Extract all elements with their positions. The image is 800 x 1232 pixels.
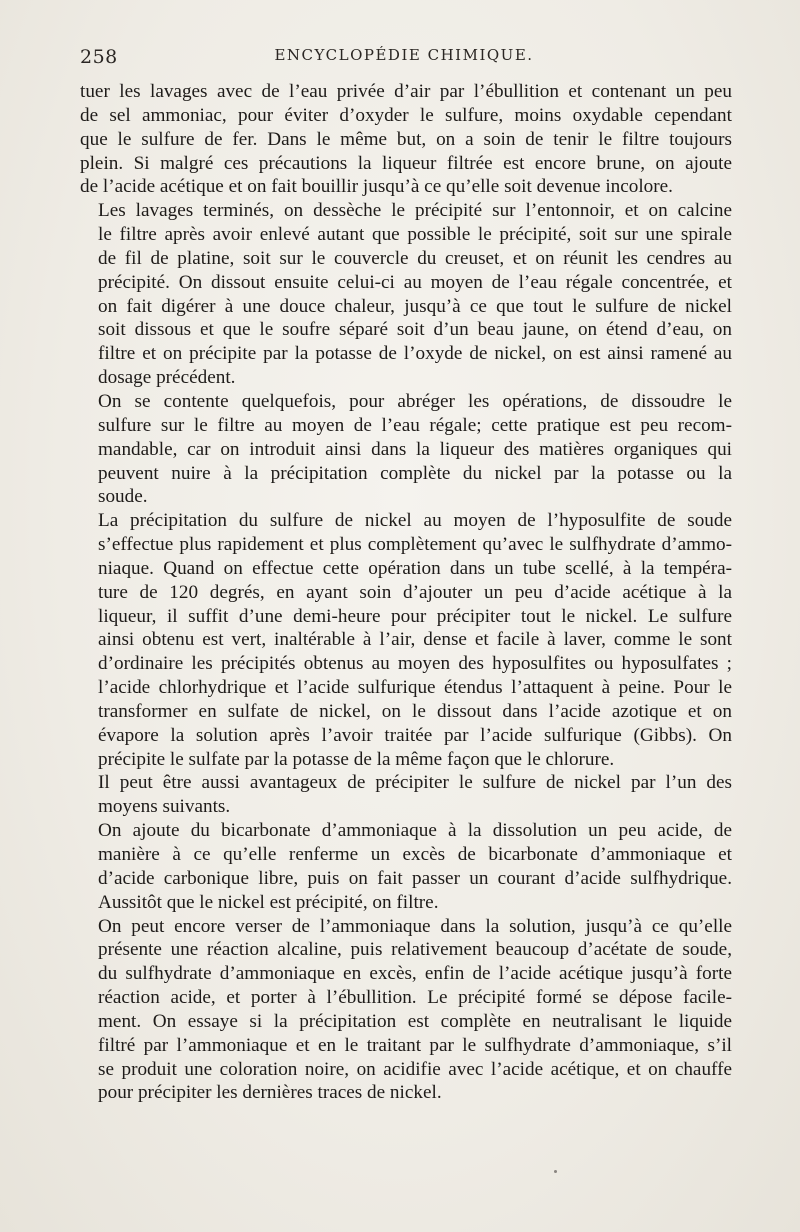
paper-speck bbox=[554, 1170, 557, 1173]
paragraph bbox=[80, 509, 732, 771]
paragraph bbox=[80, 80, 732, 199]
text-line: de l’acide acétique et on fait bouillir jusqu’à ce qu’elle soit devenue incolore. bbox=[80, 176, 673, 198]
paragraph bbox=[80, 771, 732, 819]
text-line: peuvent nuire à la précipitation complète du nickel par la potasse ou la bbox=[98, 462, 732, 484]
text-line: niaque. Quand on effectue cette opération dans un tube scellé, à la tempéra- bbox=[98, 557, 732, 579]
text-line: Aussitôt que le nickel est précipité, on filtre. bbox=[98, 891, 439, 913]
text-line: On peut encore verser de l’ammoniaque dans la solution, jusqu’à ce qu’elle bbox=[98, 915, 732, 937]
text-line: On se contente quelquefois, pour abréger les opérations, de dissoudre le bbox=[98, 390, 732, 412]
text-line: filtré par l’ammoniaque et en le traitant par le sulfhydrate d’ammoniaque, s’il bbox=[98, 1034, 732, 1056]
text-line: que le sulfure de fer. Dans le même but, on a soin de tenir le filtre toujours bbox=[80, 128, 732, 150]
text-line: Les lavages terminés, on dessèche le précipité sur l’entonnoir, et on calcine bbox=[98, 200, 732, 222]
text-line: dosage précédent. bbox=[98, 367, 236, 389]
text-line: filtre et on précipite par la potasse de l’oxyde de nickel, on est ainsi ramené au bbox=[98, 343, 732, 365]
text-line: manière à ce qu’elle renferme un excès de bicarbonate d’ammoniaque et bbox=[98, 844, 732, 865]
text-line: liqueur, il suffit d’une demi-heure pour précipiter tout le nickel. Le sulfure bbox=[98, 605, 732, 627]
text-line: ture de 120 degrés, en ayant soin d’ajouter un peu d’acide acétique à la bbox=[98, 581, 732, 603]
text-line: La précipitation du sulfure de nickel au moyen de l’hyposulfite de soude bbox=[98, 510, 732, 532]
text-line: l’acide chlorhydrique et l’acide sulfurique étendus l’attaquent à peine. Pour le bbox=[98, 677, 732, 699]
text-line: du sulfhydrate d’ammoniaque en excès, enfin de l’acide acétique jusqu’à forte bbox=[98, 963, 732, 985]
text-line: de fil de platine, soit sur le couvercle du creuset, et on réunit les cendres au bbox=[98, 247, 732, 269]
text-line: soude. bbox=[98, 486, 148, 508]
text-line: se produit une coloration noire, on acidifie avec l’acide acétique, et on chauffe bbox=[98, 1058, 732, 1080]
text-line: on fait digérer à une douce chaleur, jusqu’à ce que tout le sulfure de nickel bbox=[98, 295, 732, 317]
text-line: d’acide carbonique libre, puis on fait passer un courant d’acide sulfhydrique. bbox=[98, 867, 732, 889]
text-line: d’ordinaire les précipités obtenus au moyen des hyposulfites ou hyposulfates ; bbox=[98, 653, 732, 675]
text-line: évapore la solution après l’avoir traitée par l’acide sulfurique (Gibbs). On bbox=[98, 724, 732, 746]
paragraph bbox=[80, 915, 732, 1106]
paragraph bbox=[80, 199, 732, 390]
text-line: Il peut être aussi avantageux de précipiter le sulfure de nickel par l’un des bbox=[98, 772, 732, 794]
paragraph bbox=[80, 390, 732, 509]
text-line: précipite le sulfate par la potasse de la même façon que le chlorure. bbox=[98, 748, 615, 770]
text-line: On ajoute du bicarbonate d’ammoniaque à la dissolution un peu acide, de bbox=[98, 820, 732, 842]
text-line: de sel ammoniac, pour éviter d’oxyder le sulfure, moins oxydable cependant bbox=[80, 104, 732, 126]
text-line: tuer les lavages avec de l’eau privée d’air par l’ébullition et contenant un peu bbox=[80, 81, 732, 102]
page-header bbox=[80, 44, 728, 70]
text-line: le filtre après avoir enlevé autant que possible le précipité, soit sur une spirale bbox=[98, 224, 732, 246]
text-line: précipité. On dissout ensuite celui-ci au moyen de l’eau régale concentrée, et bbox=[98, 271, 732, 293]
text-line: transformer en sulfate de nickel, on le dissout dans l’acide azotique et on bbox=[98, 700, 732, 722]
text-line: ainsi obtenu est vert, inaltérable à l’air, dense et facile à laver, comme le sont bbox=[98, 629, 732, 651]
text-line: sulfure sur le filtre au moyen de l’eau régale; cette pratique est peu recom- bbox=[98, 414, 732, 436]
paragraph bbox=[80, 819, 732, 914]
body-text bbox=[80, 80, 732, 1105]
text-line: plein. Si malgré ces précautions la liqueur filtrée est encore brune, on ajoute bbox=[80, 152, 732, 174]
text-line: pour précipiter les dernières traces de nickel. bbox=[98, 1082, 442, 1104]
text-line: soit dissous et que le soufre séparé soit d’un beau jaune, on étend d’eau, on bbox=[98, 319, 732, 341]
text-line: mandable, car on introduit ainsi dans la liqueur des matières organiques qui bbox=[98, 438, 732, 460]
text-line: moyens suivants. bbox=[98, 796, 231, 818]
text-line: ment. On essaye si la précipitation est complète en neutralisant le liquide bbox=[98, 1010, 732, 1032]
page-number: 258 bbox=[80, 46, 118, 68]
running-title: ENCYCLOPÉDIE CHIMIQUE. bbox=[274, 46, 534, 64]
text-line: s’effectue plus rapidement et plus complètement qu’avec le sulfhydrate d’ammo- bbox=[98, 534, 732, 556]
text-line: réaction acide, et porter à l’ébullition. Le précipité formé se dépose facile- bbox=[98, 987, 732, 1009]
text-line: présente une réaction alcaline, puis relativement beaucoup d’acétate de soude, bbox=[98, 939, 732, 961]
